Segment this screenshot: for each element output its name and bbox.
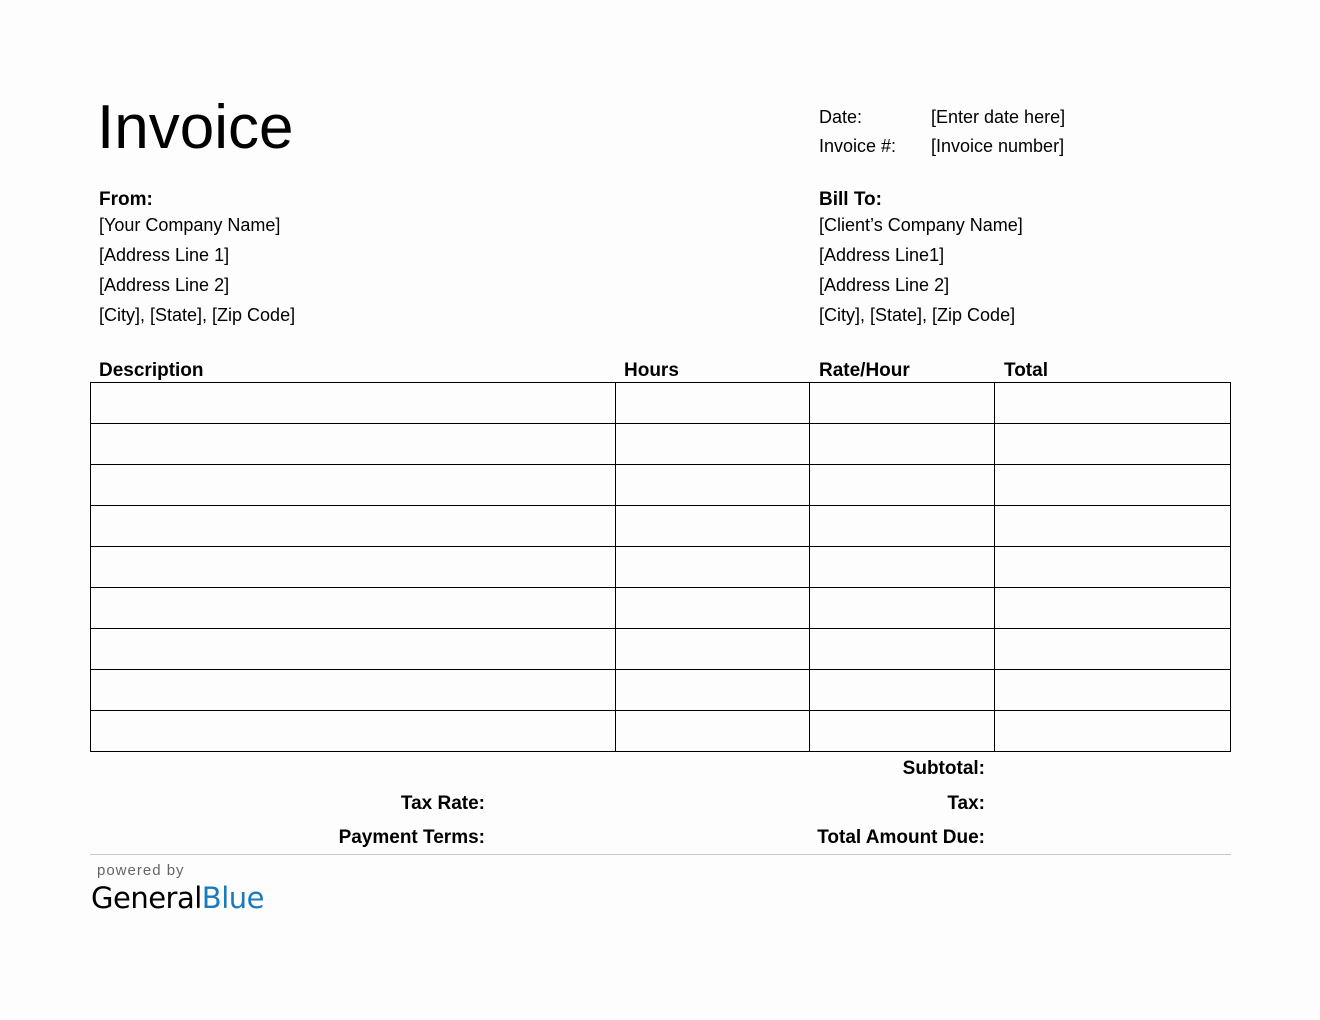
description-cell[interactable] bbox=[91, 547, 616, 588]
payment-terms-label: Payment Terms: bbox=[338, 827, 485, 848]
table-row bbox=[91, 670, 1231, 711]
invoice-number-value: [Invoice number] bbox=[931, 136, 1065, 156]
rate-cell[interactable] bbox=[810, 629, 995, 670]
line-items-table bbox=[90, 382, 1231, 752]
hours-cell[interactable] bbox=[615, 465, 810, 506]
description-cell[interactable] bbox=[91, 424, 616, 465]
hours-cell[interactable] bbox=[615, 383, 810, 424]
tax-label: Tax: bbox=[947, 793, 985, 814]
invoice-number-label: Invoice #: bbox=[819, 136, 897, 156]
total-cell[interactable] bbox=[995, 670, 1231, 711]
total-cell[interactable] bbox=[995, 424, 1231, 465]
rate-cell[interactable] bbox=[810, 588, 995, 629]
hours-cell[interactable] bbox=[615, 424, 810, 465]
total-cell[interactable] bbox=[995, 383, 1231, 424]
from-line-city: [City], [State], [Zip Code] bbox=[99, 305, 296, 325]
column-header-hours: Hours bbox=[624, 360, 679, 381]
total-cell[interactable] bbox=[995, 506, 1231, 547]
date-label: Date: bbox=[819, 107, 863, 127]
hours-cell[interactable] bbox=[615, 547, 810, 588]
tax-rate-label: Tax Rate: bbox=[400, 793, 485, 814]
logo-general: General bbox=[91, 881, 202, 915]
column-header-total: Total bbox=[1004, 360, 1048, 381]
from-line-company: [Your Company Name] bbox=[99, 215, 281, 235]
hours-cell[interactable] bbox=[615, 670, 810, 711]
from-line-address-1: [Address Line 1] bbox=[99, 245, 230, 265]
rate-cell[interactable] bbox=[810, 424, 995, 465]
table-row bbox=[91, 465, 1231, 506]
hours-cell[interactable] bbox=[615, 711, 810, 752]
table-row bbox=[91, 424, 1231, 465]
description-cell[interactable] bbox=[91, 465, 616, 506]
line-items-body bbox=[91, 383, 1231, 752]
description-cell[interactable] bbox=[91, 670, 616, 711]
rate-cell[interactable] bbox=[810, 711, 995, 752]
rate-cell[interactable] bbox=[810, 506, 995, 547]
from-line-address-2: [Address Line 2] bbox=[99, 275, 230, 295]
table-row bbox=[91, 383, 1231, 424]
total-cell[interactable] bbox=[995, 711, 1231, 752]
rate-cell[interactable] bbox=[810, 465, 995, 506]
description-cell[interactable] bbox=[91, 506, 616, 547]
bill-to-line-company: [Client’s Company Name] bbox=[819, 215, 1023, 235]
total-cell[interactable] bbox=[995, 547, 1231, 588]
general-blue-logo bbox=[91, 881, 264, 915]
rate-cell[interactable] bbox=[810, 547, 995, 588]
total-cell[interactable] bbox=[995, 465, 1231, 506]
total-cell[interactable] bbox=[995, 588, 1231, 629]
description-cell[interactable] bbox=[91, 383, 616, 424]
hours-cell[interactable] bbox=[615, 588, 810, 629]
bill-to-line-address-1: [Address Line1] bbox=[819, 245, 945, 265]
table-row bbox=[91, 588, 1231, 629]
description-cell[interactable] bbox=[91, 629, 616, 670]
subtotal-label: Subtotal: bbox=[902, 758, 985, 779]
total-cell[interactable] bbox=[995, 629, 1231, 670]
rate-cell[interactable] bbox=[810, 670, 995, 711]
description-cell[interactable] bbox=[91, 711, 616, 752]
hours-cell[interactable] bbox=[615, 506, 810, 547]
total-amount-due-label: Total Amount Due: bbox=[817, 827, 985, 848]
rate-cell[interactable] bbox=[810, 383, 995, 424]
invoice-title: Invoice bbox=[97, 93, 294, 162]
table-row bbox=[91, 547, 1231, 588]
column-header-description: Description bbox=[99, 360, 204, 381]
bill-to-line-address-2: [Address Line 2] bbox=[819, 275, 950, 295]
logo-blue: Blue bbox=[201, 881, 264, 915]
hours-cell[interactable] bbox=[615, 629, 810, 670]
table-row bbox=[91, 629, 1231, 670]
column-header-rate: Rate/Hour bbox=[819, 360, 910, 381]
bill-to-line-city: [City], [State], [Zip Code] bbox=[819, 305, 1016, 325]
description-cell[interactable] bbox=[91, 588, 616, 629]
table-row bbox=[91, 711, 1231, 752]
footer-divider bbox=[90, 854, 1231, 855]
powered-by-text: powered by bbox=[97, 862, 185, 879]
table-row bbox=[91, 506, 1231, 547]
date-value: [Enter date here] bbox=[931, 107, 1066, 127]
bill-to-label: Bill To: bbox=[819, 189, 882, 210]
from-label: From: bbox=[99, 189, 153, 210]
